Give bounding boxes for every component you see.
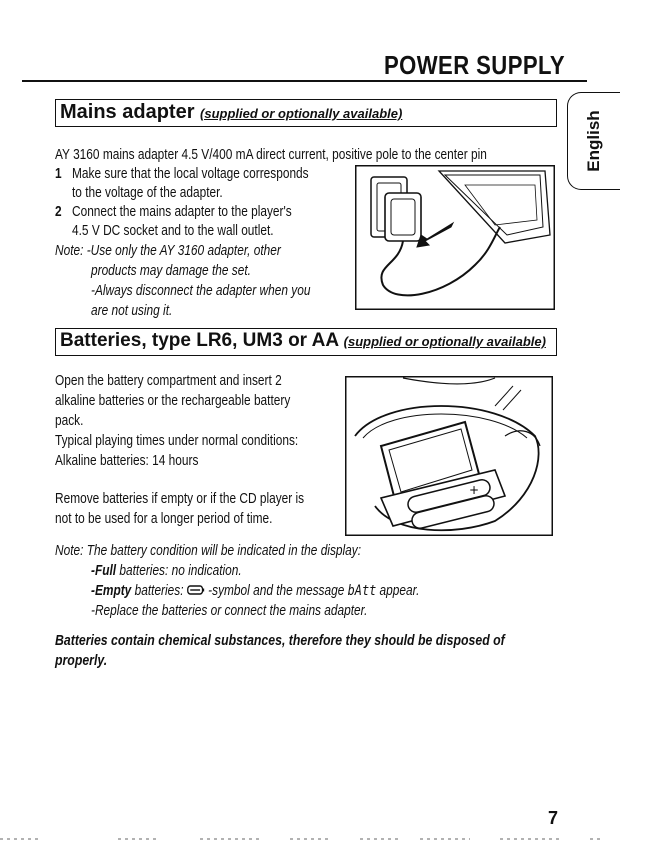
batteries-heading: Batteries, type LR6, UM3 or AA	[60, 330, 339, 351]
mains-note-line3: -Always disconnect the adapter when you	[91, 283, 311, 299]
batt-para1-line5: Alkaline batteries: 14 hours	[55, 453, 199, 469]
batt-note-replace: -Replace the batteries or connect the mains adapter.	[91, 603, 368, 619]
step1-line1: Make sure that the local voltage corresponds	[72, 166, 309, 182]
mains-intro: AY 3160 mains adapter 4.5 V/400 mA direct current, positive pole to the center pin	[55, 147, 487, 163]
empty-text-b: -symbol and the message	[204, 583, 348, 599]
step1-line2: to the voltage of the adapter.	[72, 185, 223, 201]
batt-para2-line2: not to be used for a longer period of time.	[55, 511, 273, 527]
language-tab-label: English	[584, 110, 603, 172]
batteries-heading-box	[55, 328, 557, 356]
step2-number: 2	[55, 204, 62, 220]
display-message: bAtt	[347, 583, 377, 599]
batt-note-intro: Note: The battery condition will be indicated in the display:	[55, 543, 362, 559]
battery-illustration	[345, 376, 553, 536]
batt-para1-line3: pack.	[55, 413, 84, 429]
step2-line1: Connect the mains adapter to the player's	[72, 204, 292, 220]
full-label: -Full	[91, 563, 117, 579]
batt-note-empty	[91, 582, 419, 600]
mains-note-line1: Note: -Use only the AY 3160 adapter, other	[55, 243, 281, 259]
mains-note-line4: are not using it.	[91, 303, 173, 319]
batt-para1-line4: Typical playing times under normal conditions:	[55, 433, 299, 449]
scan-noise	[0, 835, 645, 845]
mains-heading-box	[55, 99, 557, 127]
adapter-illustration	[355, 165, 555, 310]
mains-note-line2: products may damage the set.	[91, 263, 251, 279]
empty-text-c: appear.	[376, 583, 420, 599]
page-number: 7	[548, 808, 559, 828]
svg-text:+: +	[469, 483, 480, 497]
language-tab	[567, 92, 620, 190]
full-text: batteries: no indication.	[116, 563, 242, 579]
batt-para1-line2: alkaline batteries or the rechargeable battery	[55, 393, 291, 409]
warning-line1: Batteries contain chemical substances, therefore they should be disposed of	[55, 632, 505, 649]
mains-heading: Mains adapter	[60, 101, 195, 123]
empty-label: -Empty	[91, 583, 132, 599]
empty-text-a: batteries:	[131, 583, 187, 599]
step1-number: 1	[55, 166, 62, 182]
title-rule	[22, 80, 587, 82]
mains-heading-note: (supplied or optionally available)	[200, 106, 403, 121]
batt-para1-line1: Open the battery compartment and insert 2	[55, 373, 282, 389]
step2-line2: 4.5 V DC socket and to the wall outlet.	[72, 223, 274, 239]
batteries-heading-note: (supplied or optionally available)	[343, 334, 546, 349]
battery-symbol-icon	[187, 584, 205, 596]
batt-note-full	[91, 562, 242, 580]
warning-line2: properly.	[55, 652, 108, 669]
page-title: POWER SUPPLY	[383, 50, 565, 80]
batt-para2-line1: Remove batteries if empty or if the CD player is	[55, 491, 305, 507]
